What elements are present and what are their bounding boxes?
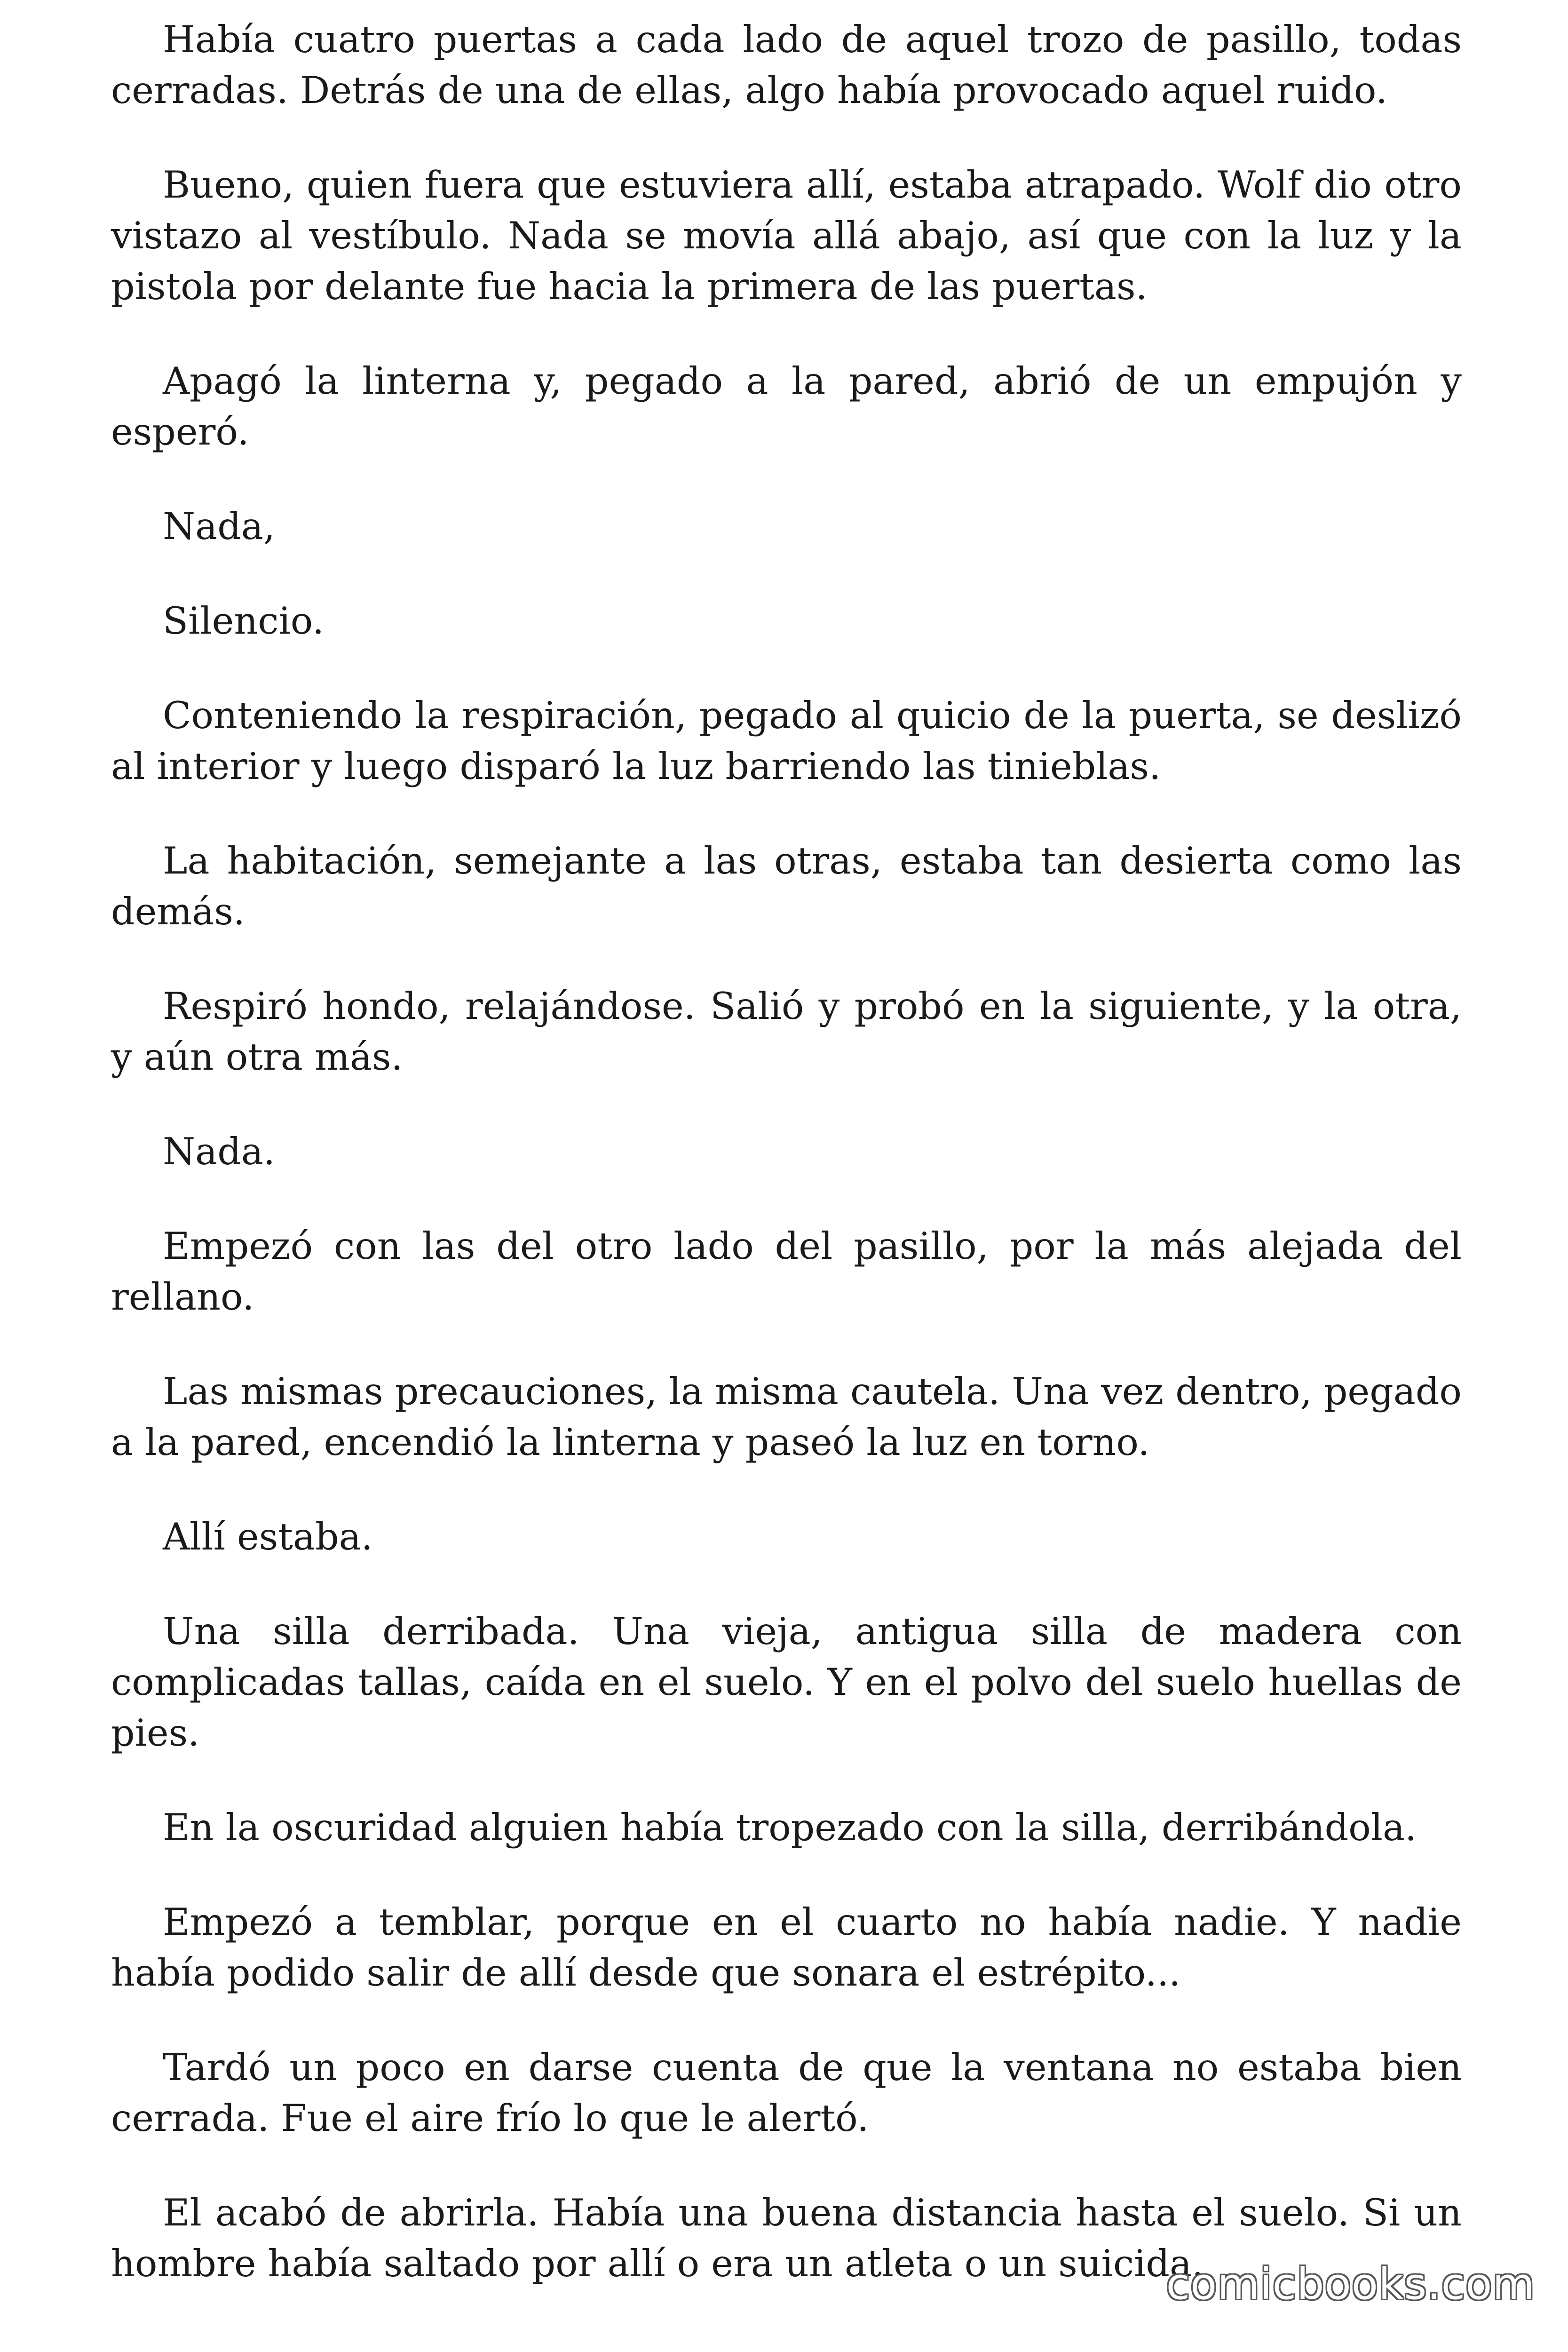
paragraph: Nada, xyxy=(163,505,276,548)
paragraph: Nada. xyxy=(163,1130,276,1173)
paragraph: En la oscuridad alguien había tropezado con la silla, derribándola. xyxy=(163,1806,1417,1849)
paragraph: Había cuatro puertas a cada lado de aquel trozo de pasillo, todas cerradas. Detrás de una de ellas, algo había provocado aquel ruido. xyxy=(111,18,1462,112)
paragraph: La habitación, semejante a las otras, estaba tan desierta como las demás. xyxy=(111,839,1462,933)
paragraph: Conteniendo la respiración, pegado al quicio de la puerta, se deslizó al interior y luego disparó la luz barriendo las tinieblas. xyxy=(111,694,1462,788)
paragraph: Bueno, quien fuera que estuviera allí, estaba atrapado. Wolf dio otro vistazo al vestíbulo. Nada se movía allá abajo, así que con la luz y la pistola por delante fue hacia la primera de las puertas. xyxy=(111,163,1462,308)
book-page-text xyxy=(111,14,1462,2333)
paragraph: Allí estaba. xyxy=(163,1515,373,1558)
paragraph: Respiró hondo, relajándose. Salió y probó en la siguiente, y la otra, y aún otra más. xyxy=(111,985,1462,1079)
paragraph: Apagó la linterna y, pegado a la pared, abrió de un empujón y esperó. xyxy=(111,359,1462,453)
watermark-text: comicbooks.com xyxy=(1166,2259,1535,2309)
paragraph: Tardó un poco en darse cuenta de que la ventana no estaba bien cerrada. Fue el aire frío lo que le alertó. xyxy=(111,2046,1462,2140)
paragraph: Empezó a temblar, porque en el cuarto no había nadie. Y nadie había podido salir de allí desde que sonara el estrépito... xyxy=(111,1900,1462,1994)
paragraph: Silencio. xyxy=(163,599,325,643)
paragraph: Una silla derribada. Una vieja, antigua silla de madera con complicadas tallas, caída en el suelo. Y en el polvo del suelo huellas de pies. xyxy=(111,1610,1462,1755)
paragraph: Empezó con las del otro lado del pasillo, por la más alejada del rellano. xyxy=(111,1224,1462,1319)
paragraph: El acabó de abrirla. Había una buena distancia hasta el suelo. Si un hombre había saltado por allí o era un atleta o un suicida. xyxy=(111,2191,1462,2285)
paragraph: Las mismas precauciones, la misma cautela. Una vez dentro, pegado a la pared, encendió la linterna y paseó la luz en torno. xyxy=(111,1370,1462,1464)
